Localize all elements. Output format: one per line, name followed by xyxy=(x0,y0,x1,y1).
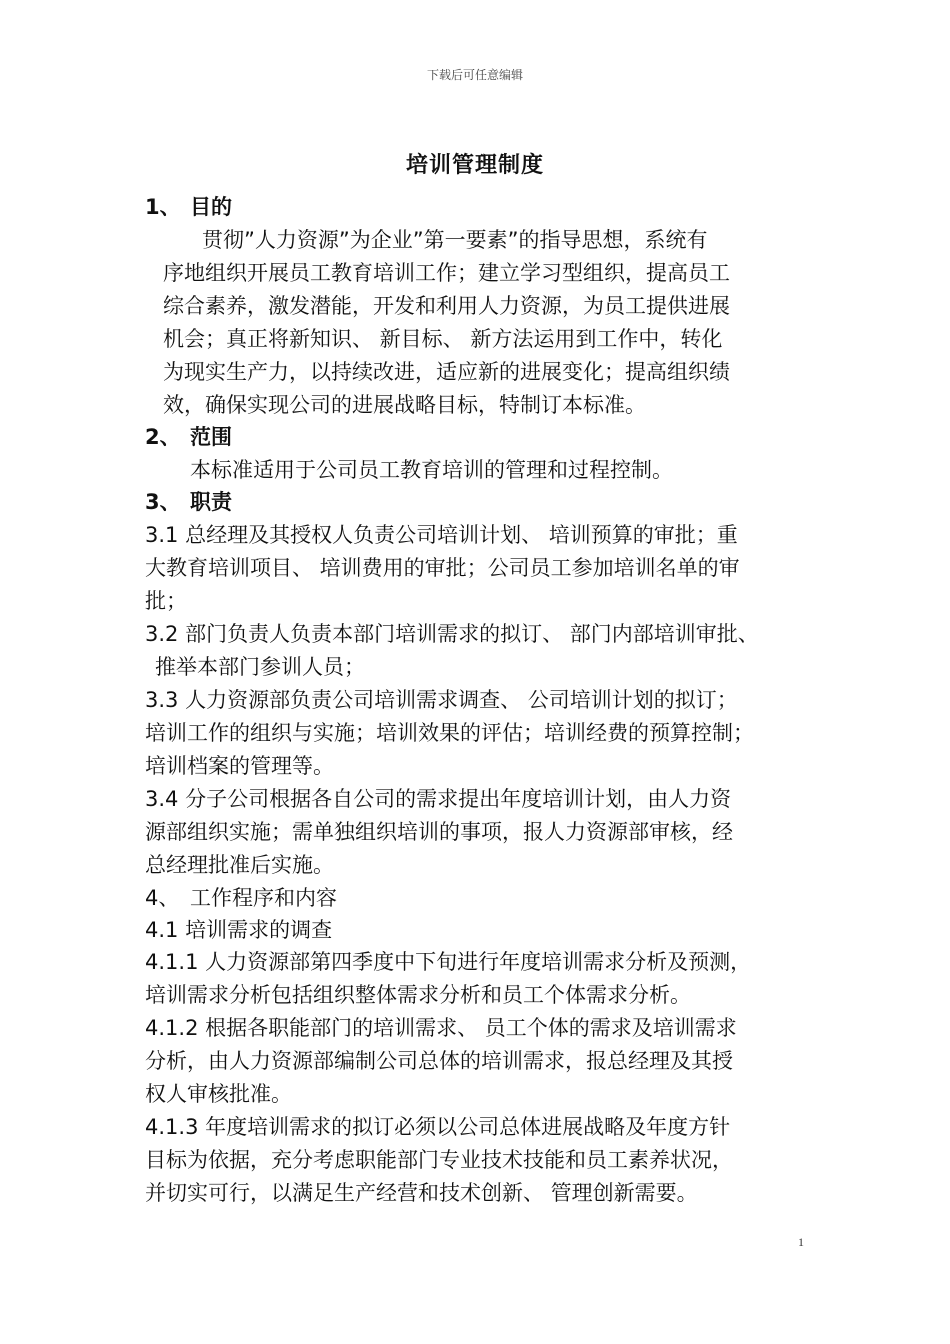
paragraph-line: 效，确保实现公司的进展战略目标，特制订本标准。 xyxy=(163,393,646,417)
page-number: 1 xyxy=(798,1235,804,1249)
section-1-number: 1、 xyxy=(145,195,181,219)
section-2-title: 范围 xyxy=(190,425,232,449)
clause-line: 4.1 培训需求的调查 xyxy=(145,918,333,942)
clause-line: 4.1.3 年度培训需求的拟订必须以公司总体进展战略及年度方针 xyxy=(145,1115,731,1139)
clause-line: 4.1.2 根据各职能部门的培训需求、 员工个体的需求及培训需求 xyxy=(145,1016,737,1040)
section-1-heading xyxy=(145,192,181,224)
clause-line: 批； xyxy=(145,589,187,613)
paragraph-line: 贯彻”人力资源”为企业”第一要素”的指导思想，系统有 xyxy=(202,228,708,252)
clause-line: 培训工作的组织与实施；培训效果的评估；培训经费的预算控制； xyxy=(145,721,754,745)
paragraph-line: 本标准适用于公司员工教育培训的管理和过程控制。 xyxy=(190,458,673,482)
clause-line: 3.3 人力资源部负责公司培训需求调查、 公司培训计划的拟订； xyxy=(145,688,738,712)
clause-line: 3.1 总经理及其授权人负责公司培训计划、 培训预算的审批；重 xyxy=(145,523,738,547)
section-3-title: 职责 xyxy=(190,490,232,514)
clause-line: 大教育培训项目、 培训费用的审批；公司员工参加培训名单的审 xyxy=(145,556,740,580)
clause-line: 推举本部门参训人员； xyxy=(155,655,365,679)
document-title: 培训管理制度 xyxy=(405,153,544,178)
paragraph-line: 综合素养，激发潜能，开发和利用人力资源，为员工提供进展 xyxy=(163,294,730,318)
clause-line: 源部组织实施；需单独组织培训的事项，报人力资源部审核，经 xyxy=(145,820,733,844)
section-4-number: 4、 xyxy=(145,886,180,910)
clause-line: 3.2 部门负责人负责本部门培训需求的拟订、 部门内部培训审批、 xyxy=(145,622,759,646)
clause-line: 4.1.1 人力资源部第四季度中下旬进行年度培训需求分析及预测， xyxy=(145,950,752,974)
paragraph-line: 机会；真正将新知识、 新目标、 新方法运用到工作中，转化 xyxy=(163,327,723,351)
clause-line: 培训档案的管理等。 xyxy=(145,754,334,778)
clause-line: 分析，由人力资源部编制公司总体的培训需求，报总经理及其授 xyxy=(145,1049,733,1073)
clause-line: 并切实可行，以满足生产经营和技术创新、 管理创新需要。 xyxy=(145,1181,698,1205)
clause-line: 3.4 分子公司根据各自公司的需求提出年度培训计划，由人力资 xyxy=(145,787,732,811)
paragraph-line: 序地组织开展员工教育培训工作；建立学习型组织，提高员工 xyxy=(163,261,730,285)
section-4-title: 工作程序和内容 xyxy=(190,886,337,910)
section-3-number: 3、 xyxy=(145,490,181,514)
clause-line: 培训需求分析包括组织整体需求分析和员工个体需求分析。 xyxy=(145,983,691,1007)
clause-line: 权人审核批准。 xyxy=(145,1082,292,1106)
section-1-title: 目的 xyxy=(190,195,232,219)
paragraph-line: 为现实生产力，以持续改进，适应新的进展变化；提高组织绩 xyxy=(163,360,730,384)
clause-line: 总经理批准后实施。 xyxy=(145,853,334,877)
section-2-number: 2、 xyxy=(145,425,181,449)
page-header: 下载后可任意编辑 xyxy=(426,68,523,82)
clause-line: 目标为依据，充分考虑职能部门专业技术技能和员工素养状况， xyxy=(145,1148,733,1172)
